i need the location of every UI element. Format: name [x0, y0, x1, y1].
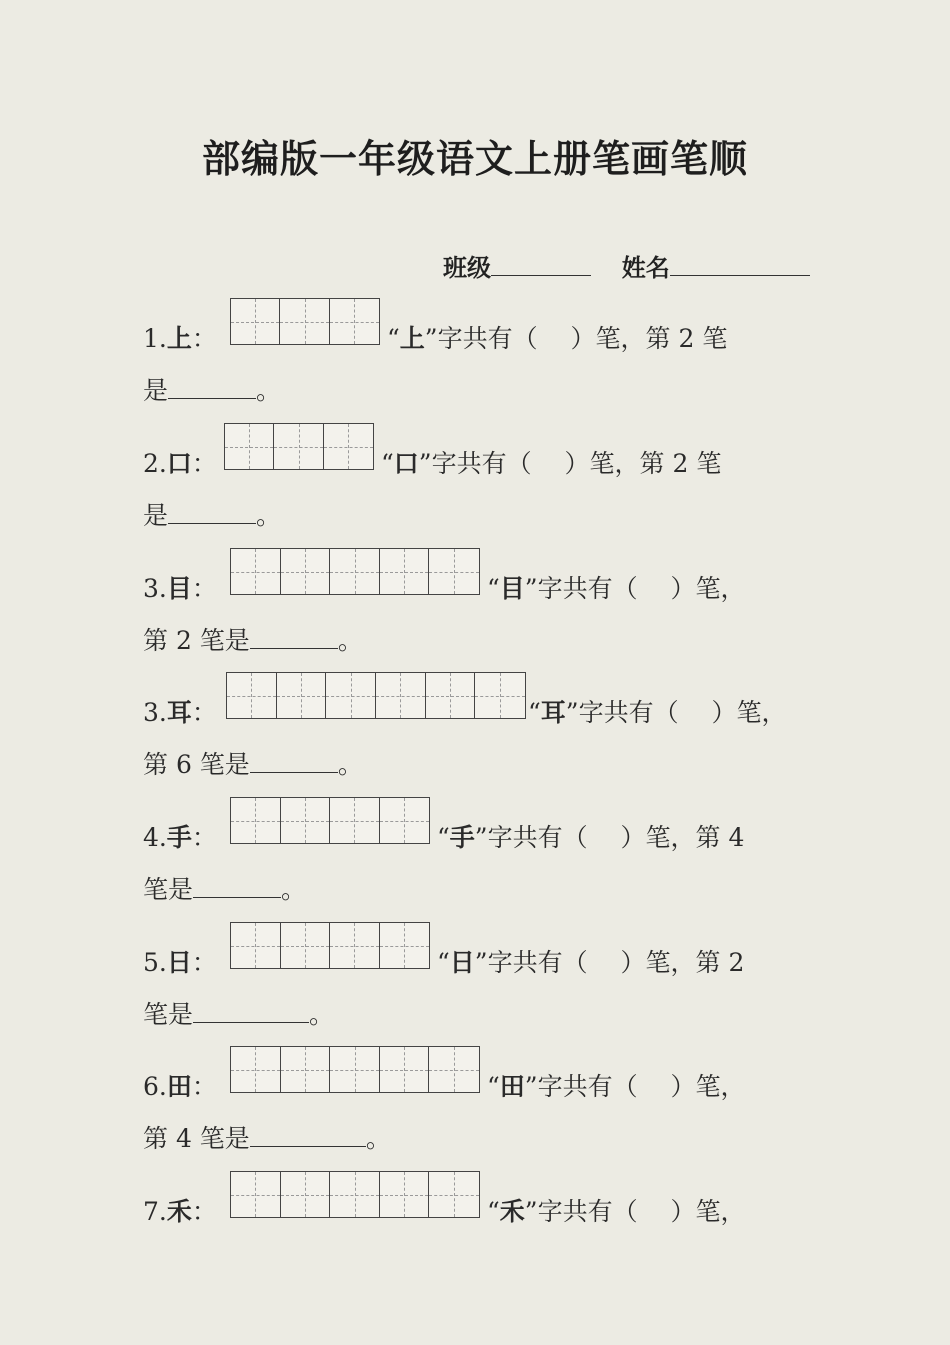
- grid-cell[interactable]: [231, 1047, 281, 1092]
- question-text: “目”字共有（ ）笔，: [487, 573, 746, 603]
- page-title: 部编版一年级语文上册笔画笔顺: [201, 137, 748, 181]
- tian-grid[interactable]: [230, 1046, 480, 1093]
- question-text: “日”字共有（ ）笔，第 2: [437, 947, 745, 977]
- grid-cell[interactable]: [380, 1172, 430, 1217]
- name-blank[interactable]: [670, 249, 810, 276]
- name-label: 姓名: [621, 254, 670, 282]
- grid-cell[interactable]: [277, 673, 327, 718]
- grid-cell[interactable]: [281, 549, 331, 594]
- item-label: 3.耳：: [143, 697, 217, 727]
- answer-blank[interactable]: [250, 748, 338, 773]
- item-label: 3.目：: [143, 573, 217, 603]
- grid-cell[interactable]: [376, 673, 426, 718]
- line2-suffix: 。: [256, 376, 282, 405]
- answer-blank[interactable]: [193, 873, 281, 898]
- grid-cell[interactable]: [225, 424, 274, 469]
- grid-cell[interactable]: [330, 923, 380, 968]
- class-blank[interactable]: [491, 249, 591, 276]
- grid-cell[interactable]: [227, 673, 277, 718]
- line2-suffix: 。: [256, 501, 282, 530]
- grid-cell[interactable]: [330, 798, 380, 843]
- question-text: “耳”字共有（ ）笔，: [528, 697, 787, 727]
- line2-suffix: 。: [365, 1124, 391, 1153]
- item-label: 1.上：: [143, 323, 217, 353]
- grid-cell[interactable]: [426, 673, 476, 718]
- grid-cell[interactable]: [231, 1172, 281, 1217]
- line2-prefix: 笔是: [143, 875, 194, 904]
- question-text: “手”字共有（ ）笔，第 4: [437, 822, 745, 852]
- line2-prefix: 第 2 笔是: [143, 626, 250, 655]
- grid-cell[interactable]: [380, 923, 430, 968]
- grid-cell[interactable]: [330, 1047, 380, 1092]
- question-text: “田”字共有（ ）笔，: [487, 1071, 746, 1101]
- line2-prefix: 第 4 笔是: [143, 1124, 250, 1153]
- grid-cell[interactable]: [324, 424, 373, 469]
- grid-cell[interactable]: [281, 923, 331, 968]
- grid-cell[interactable]: [429, 1172, 479, 1217]
- grid-cell[interactable]: [281, 1047, 331, 1092]
- grid-cell[interactable]: [231, 299, 280, 344]
- grid-cell[interactable]: [326, 673, 376, 718]
- answer-blank[interactable]: [250, 1122, 366, 1147]
- class-label: 班级: [443, 254, 491, 282]
- grid-cell[interactable]: [380, 1047, 430, 1092]
- grid-cell[interactable]: [475, 673, 525, 718]
- grid-cell[interactable]: [281, 798, 331, 843]
- line2-suffix: 。: [281, 875, 307, 904]
- grid-cell[interactable]: [280, 299, 329, 344]
- tian-grid[interactable]: [230, 548, 480, 595]
- class-name-line: [443, 248, 810, 283]
- question-text: “口”字共有（ ）笔，第 2 笔: [381, 448, 722, 478]
- grid-cell[interactable]: [380, 549, 430, 594]
- grid-cell[interactable]: [429, 549, 479, 594]
- tian-grid[interactable]: [230, 922, 430, 969]
- item-label: 5.日：: [143, 947, 217, 977]
- line2-prefix: 是: [143, 501, 169, 530]
- item-label: 6.田：: [143, 1071, 217, 1101]
- answer-blank[interactable]: [168, 374, 256, 399]
- item-label: 7.禾：: [143, 1196, 217, 1226]
- tian-grid[interactable]: [226, 672, 526, 719]
- grid-cell[interactable]: [281, 1172, 331, 1217]
- line2-suffix: 。: [309, 1000, 335, 1029]
- grid-cell[interactable]: [380, 798, 430, 843]
- grid-cell[interactable]: [231, 798, 281, 843]
- tian-grid[interactable]: [230, 797, 430, 844]
- question-text: “禾”字共有（ ）笔，: [487, 1196, 746, 1226]
- line2-suffix: 。: [337, 626, 363, 655]
- item-label: 4.手：: [143, 822, 217, 852]
- answer-blank[interactable]: [193, 998, 309, 1023]
- item-label: 2.口：: [143, 448, 217, 478]
- line2-prefix: 是: [143, 376, 169, 405]
- grid-cell[interactable]: [330, 1172, 380, 1217]
- grid-cell[interactable]: [231, 549, 281, 594]
- answer-blank[interactable]: [168, 499, 256, 524]
- tian-grid[interactable]: [230, 1171, 480, 1218]
- line2-prefix: 笔是: [143, 1000, 194, 1029]
- question-text: “上”字共有（ ）笔，第 2 笔: [387, 323, 728, 353]
- grid-cell[interactable]: [231, 923, 281, 968]
- answer-blank[interactable]: [250, 624, 338, 649]
- grid-cell[interactable]: [429, 1047, 479, 1092]
- line2-prefix: 第 6 笔是: [143, 750, 250, 779]
- tian-grid[interactable]: [230, 298, 380, 345]
- tian-grid[interactable]: [224, 423, 374, 470]
- grid-cell[interactable]: [330, 549, 380, 594]
- grid-cell[interactable]: [330, 299, 379, 344]
- line2-suffix: 。: [337, 750, 363, 779]
- grid-cell[interactable]: [274, 424, 323, 469]
